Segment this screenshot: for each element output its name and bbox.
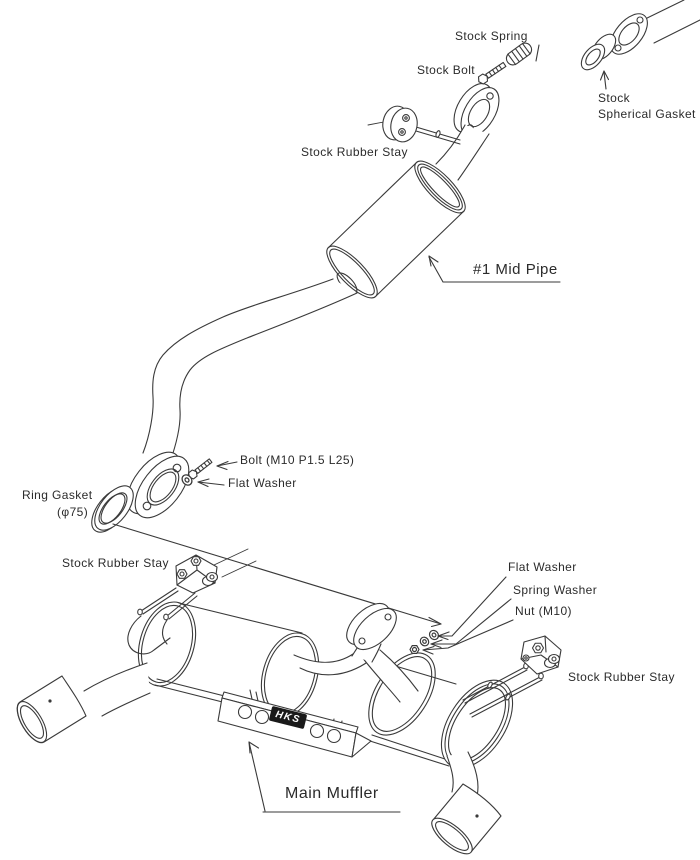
right-tail-pipe xyxy=(426,752,501,860)
label-rubber-stay-left: Stock Rubber Stay xyxy=(62,556,169,570)
label-spring-washer: Spring Washer xyxy=(513,583,598,597)
left-tail-pipe xyxy=(12,663,150,747)
stock-front-pipe-flange xyxy=(604,0,700,61)
stock-bolt-part xyxy=(476,61,507,85)
label-bolt-spec: Bolt (M10 P1.5 L25) xyxy=(240,453,355,467)
label-mid-pipe: #1 Mid Pipe xyxy=(473,261,558,278)
label-rubber-stay-right: Stock Rubber Stay xyxy=(568,670,675,684)
flat-washer-upper-leader xyxy=(198,479,224,487)
label-stock-bolt: Stock Bolt xyxy=(417,63,476,77)
label-ring-gasket-1: Ring Gasket xyxy=(22,488,93,502)
mid-pipe-upper-tube xyxy=(436,125,489,180)
stock-rubber-stay-top-part xyxy=(368,104,460,145)
label-nut: Nut (M10) xyxy=(515,604,572,618)
spring-washer-leader xyxy=(431,599,511,648)
stock-spring-part xyxy=(504,41,534,68)
label-stock-spring: Stock Spring xyxy=(455,29,528,43)
bolt-spec-leader xyxy=(217,462,237,470)
stock-spring-leader xyxy=(536,45,539,61)
label-spherical-gasket-2: Spherical Gasket xyxy=(598,107,696,121)
label-flat-washer-upper: Flat Washer xyxy=(228,476,297,490)
label-ring-gasket-2: (φ75) xyxy=(57,505,89,519)
label-rubber-stay-top: Stock Rubber Stay xyxy=(301,145,408,159)
muffler-inlet-flange xyxy=(339,596,403,657)
stock-rubber-stay-left-part xyxy=(176,555,218,593)
label-main-muffler: Main Muffler xyxy=(285,785,379,802)
mid-pipe-s-tube xyxy=(143,279,357,462)
hks-logo: HKS xyxy=(269,706,308,729)
flat-washer-lower-leader xyxy=(438,577,506,640)
spherical-gasket-arrow xyxy=(601,71,609,89)
label-spherical-gasket-1: Stock xyxy=(598,91,631,105)
label-flat-washer-lower: Flat Washer xyxy=(508,560,577,574)
